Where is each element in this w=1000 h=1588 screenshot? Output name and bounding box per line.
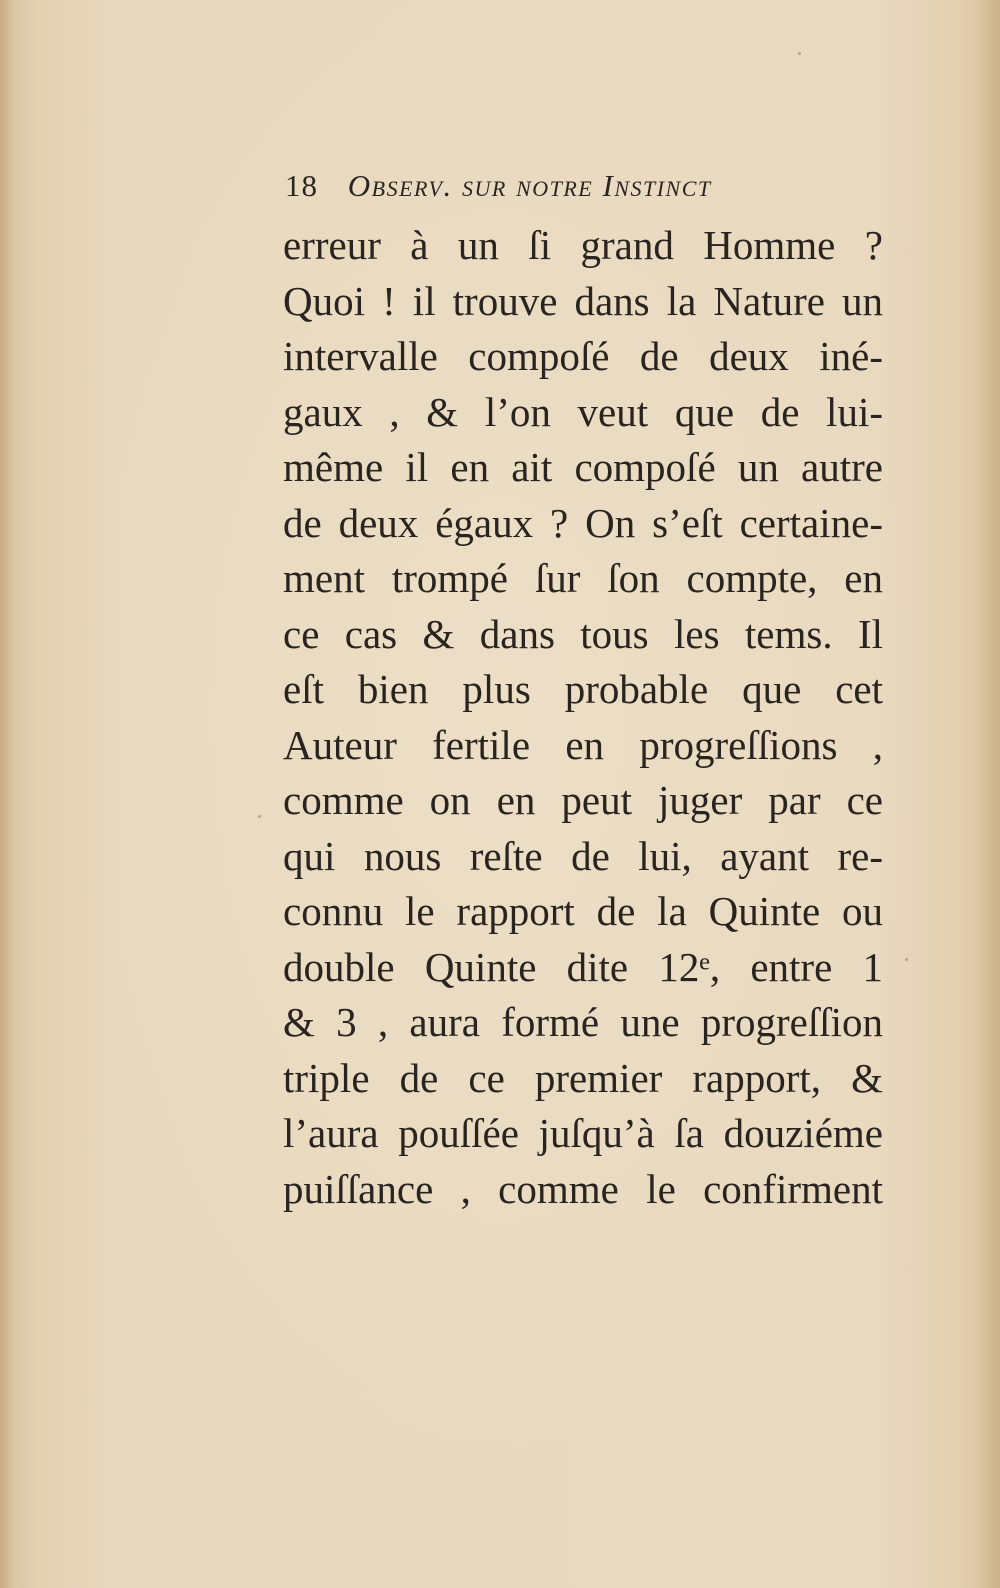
paper-speck bbox=[905, 958, 908, 961]
text-line: l’aura pouſſée juſqu’à ſa douziéme bbox=[283, 1110, 883, 1156]
text-line: double Quinte dite 12ᵉ, entre 1 bbox=[283, 943, 883, 990]
body-text bbox=[283, 218, 883, 1217]
text-line: de deux égaux ? On s’eſt certaine- bbox=[283, 499, 883, 546]
running-title: Observ. sur notre Instinct bbox=[347, 168, 712, 203]
text-line: Auteur fertile en progreſſions , bbox=[283, 721, 883, 768]
page-edge-left bbox=[0, 0, 14, 1588]
text-line: ment trompé ſur ſon compte, en bbox=[283, 555, 883, 601]
text-line: même il en ait compoſé un autre bbox=[283, 444, 883, 490]
text-line: intervalle compoſé de deux iné- bbox=[283, 333, 883, 379]
text-line: eſt bien plus probable que cet bbox=[283, 666, 883, 712]
running-head bbox=[285, 168, 885, 218]
page-edge-right bbox=[978, 0, 1000, 1588]
text-line: & 3 , aura formé une progreſſion bbox=[283, 999, 883, 1045]
text-line: qui nous reſte de lui, ayant re- bbox=[283, 832, 883, 879]
text-line: puiſſance , comme le confirment bbox=[283, 1165, 883, 1212]
text-line: gaux , & l’on veut que de lui- bbox=[283, 388, 883, 435]
text-line: erreur à un ſi grand Homme ? bbox=[283, 222, 883, 268]
paper-speck bbox=[258, 815, 261, 818]
page-number: 18 bbox=[285, 168, 318, 203]
text-line: comme on en peut juger par ce bbox=[283, 777, 883, 823]
text-line: triple de ce premier rapport, & bbox=[283, 1054, 883, 1101]
text-line: ce cas & dans tous les tems. Il bbox=[283, 610, 883, 657]
text-line: connu le rapport de la Quinte ou bbox=[283, 888, 883, 934]
text-line: Quoi ! il trouve dans la Nature un bbox=[283, 277, 883, 324]
paper-speck bbox=[798, 52, 801, 55]
